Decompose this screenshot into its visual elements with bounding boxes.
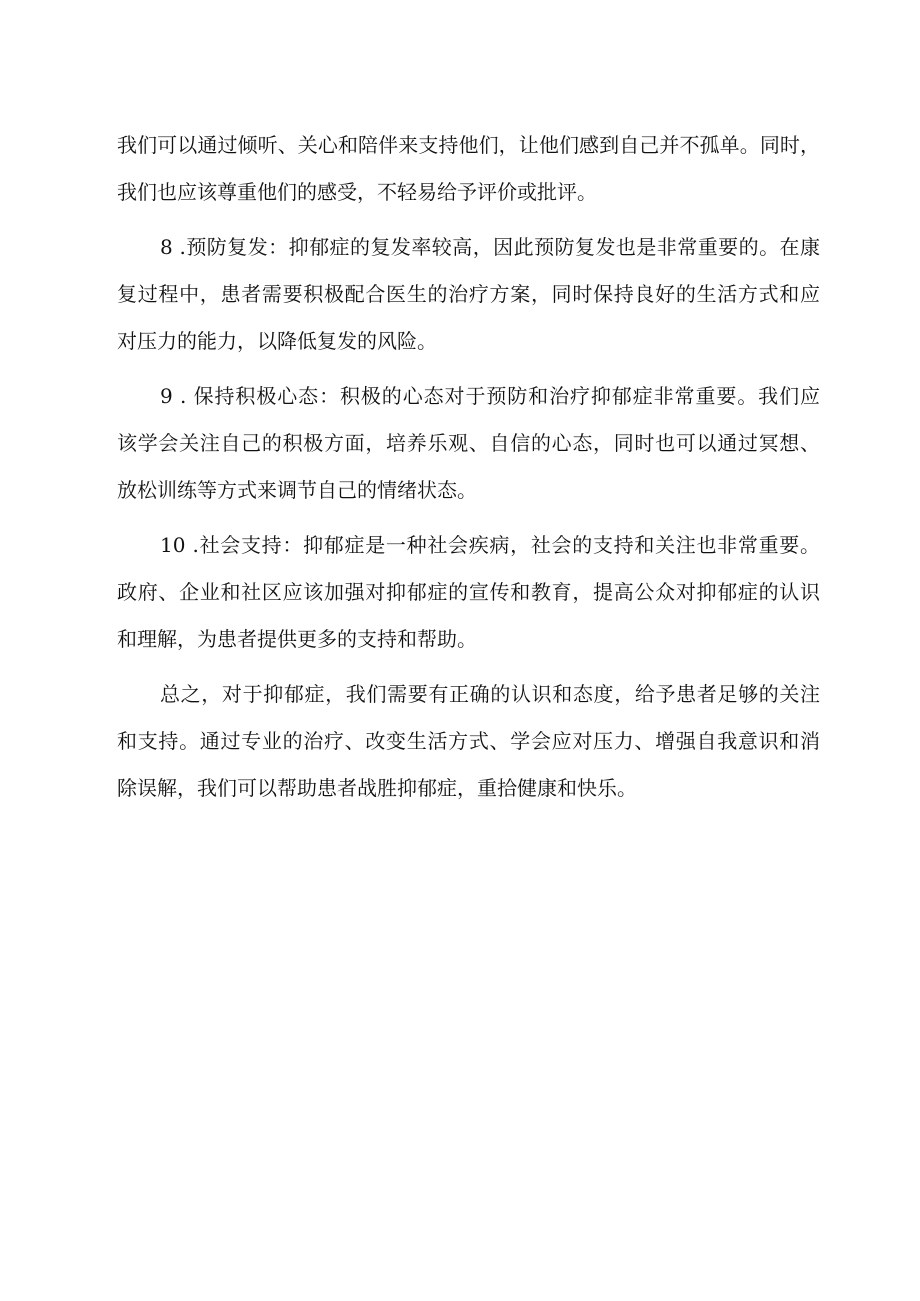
text-line: 和支持。通过专业的治疗、改变生活方式、学会应对压力、增强自我意识和消 bbox=[117, 729, 820, 753]
text-line: 对压力的能力，以降低复发的风险。 bbox=[117, 329, 437, 353]
paragraph-social-support bbox=[117, 522, 820, 663]
text-line: 9 . 保持积极心态：积极的心态对于预防和治疗抑郁症非常重要。我们应 bbox=[160, 384, 820, 408]
text-line: 我们可以通过倾听、关心和陪伴来支持他们，让他们感到自己并不孤单。同时， bbox=[117, 133, 820, 157]
text-line: 8 .预防复发：抑郁症的复发率较高，因此预防复发也是非常重要的。在康 bbox=[160, 235, 820, 259]
text-line: 总之，对于抑郁症，我们需要有正确的认识和态度，给予患者足够的关注 bbox=[160, 682, 820, 706]
paragraph-positive-mindset bbox=[117, 373, 820, 514]
text-line: 复过程中，患者需要积极配合医生的治疗方案，同时保持良好的生活方式和应 bbox=[117, 282, 820, 306]
text-line: 我们也应该尊重他们的感受，不轻易给予评价或批评。 bbox=[117, 180, 597, 204]
text-line: 放松训练等方式来调节自己的情绪状态。 bbox=[117, 478, 477, 502]
paragraph-conclusion bbox=[117, 671, 820, 812]
paragraph-continuation bbox=[117, 122, 820, 216]
text-line: 该学会关注自己的积极方面，培养乐观、自信的心态，同时也可以通过冥想、 bbox=[117, 431, 820, 455]
text-line: 和理解，为患者提供更多的支持和帮助。 bbox=[117, 627, 477, 651]
text-line: 除误解，我们可以帮助患者战胜抑郁症，重拾健康和快乐。 bbox=[117, 776, 637, 800]
document-body bbox=[117, 122, 820, 812]
paragraph-prevent-relapse bbox=[117, 224, 820, 365]
text-line: 政府、企业和社区应该加强对抑郁症的宣传和教育，提高公众对抑郁症的认识 bbox=[117, 580, 820, 604]
text-line: 10 .社会支持：抑郁症是一种社会疾病，社会的支持和关注也非常重要。 bbox=[160, 533, 820, 557]
